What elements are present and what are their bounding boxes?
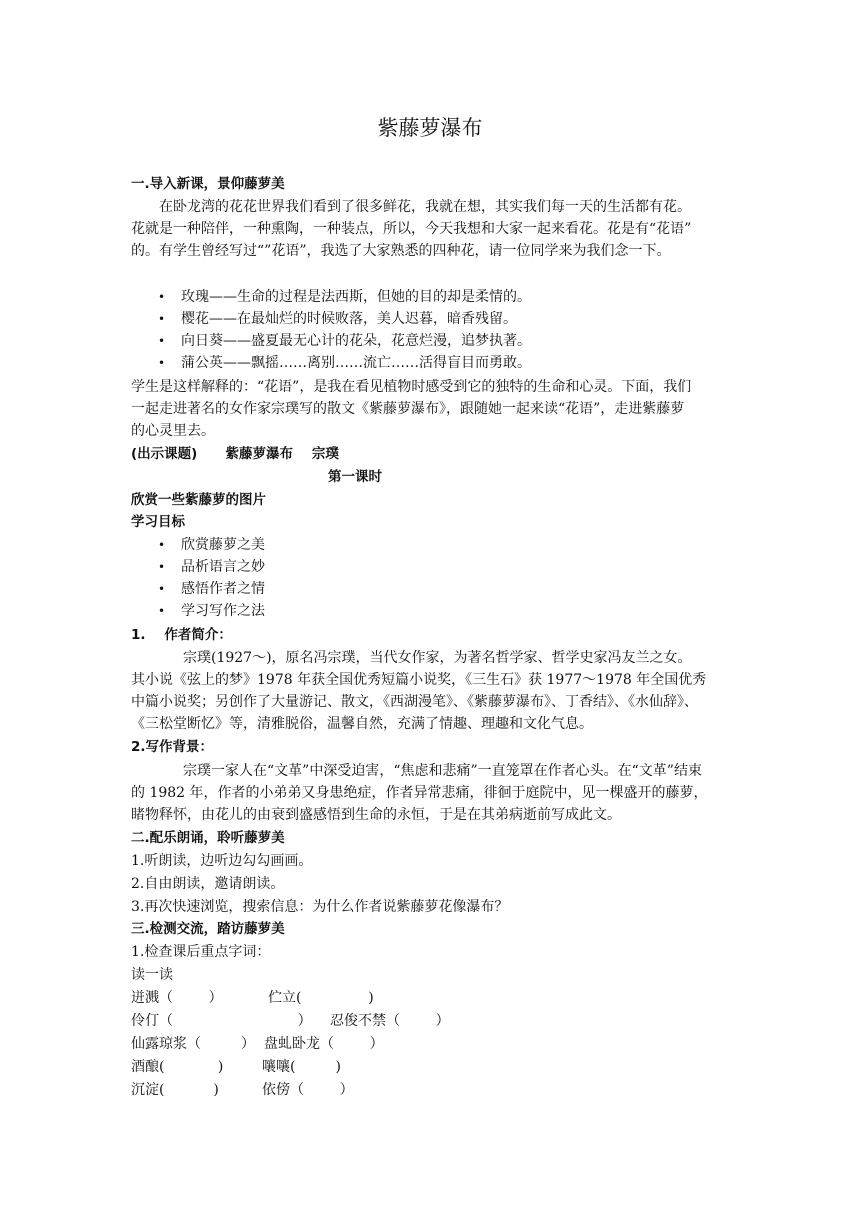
word-blank[interactable]: 盘虬卧龙（ ） bbox=[264, 1036, 384, 1052]
word-blank[interactable]: 嚷嚷( ) bbox=[262, 1059, 341, 1075]
author-para-line: 《三松堂断忆》等，清雅脱俗，温馨自然，充满了情趣、理趣和文化气息。 bbox=[131, 716, 593, 732]
bullet-icon: • bbox=[158, 560, 166, 574]
goal-item: 学习写作之法 bbox=[181, 603, 265, 619]
bullet-icon: • bbox=[158, 538, 166, 552]
bullet-icon: • bbox=[158, 312, 166, 326]
word-blank[interactable]: 沉淀( ) bbox=[131, 1082, 219, 1098]
section3-heading: 三.检测交流，踏访藤萝美 bbox=[131, 921, 285, 937]
intro-para-line: 在卧龙湾的花花世界我们看到了很多鲜花，我就在想，其实我们每一天的生活都有花。 bbox=[159, 199, 691, 215]
intro-para-line: 的。有学生曾经写过“”花语”，我选了大家熟悉的四种花，请一位同学来为我们念一下。 bbox=[131, 243, 671, 259]
section2-item: 1.听朗读，边听边勾勾画画。 bbox=[131, 853, 313, 869]
bullet-icon: • bbox=[158, 334, 166, 348]
word-blank[interactable]: 酒酿( ) bbox=[131, 1059, 224, 1075]
section1-heading: 一.导入新课，景仰藤萝美 bbox=[131, 176, 285, 192]
goals-heading: 学习目标 bbox=[131, 514, 185, 530]
word-blank[interactable]: 依傍（ ） bbox=[262, 1082, 354, 1098]
author-para-line: 中篇小说奖；另创作了大量游记、散文，《西湖漫笔》、《紫藤萝瀑布》、丁香结》、《水仙辞》、 bbox=[131, 694, 698, 710]
explain-para-line: 的心灵里去。 bbox=[131, 423, 215, 439]
section2-item: 2.自由朗读，邀请朗读。 bbox=[131, 876, 285, 892]
author-para-line: 宗璞(1927～)，原名冯宗璞，当代女作家，为著名哲学家、哲学史家冯友兰之女。 bbox=[183, 650, 692, 666]
intro-para-line: 花就是一种陪伴，一种熏陶，一种装点，所以，今天我想和大家一起来看花。花是有“花语” bbox=[131, 221, 692, 237]
background-para-line: 睹物释怀，由花儿的由衰到盛感悟到生命的永恒，于是在其弟病逝前写成此文。 bbox=[131, 807, 621, 823]
goal-item: 感悟作者之情 bbox=[181, 581, 265, 597]
flower-item: 玫瑰——生命的过程是法西斯，但她的目的却是柔情的。 bbox=[181, 289, 531, 305]
flower-item: 樱花——在最灿烂的时候败落，美人迟暮，暗香残留。 bbox=[181, 311, 517, 327]
section3-item: 1.检查课后重点字词： bbox=[131, 944, 271, 960]
pictures-heading: 欣赏一些紫藤萝的图片 bbox=[131, 492, 266, 508]
goal-item: 欣赏藤萝之美 bbox=[181, 537, 265, 553]
flower-item: 向日葵——盛夏最无心计的花朵，花意烂漫，追梦执著。 bbox=[181, 333, 531, 349]
session-label: 第一课时 bbox=[328, 469, 382, 485]
read-label: 读一读 bbox=[131, 967, 173, 983]
bullet-icon: • bbox=[158, 290, 166, 304]
section2-item: 3.再次快速浏览，搜索信息：为什么作者说紫藤萝花像瀑布？ bbox=[131, 899, 509, 915]
document-title: 紫藤萝瀑布 bbox=[377, 116, 483, 140]
word-blank[interactable]: 迸溅（ ） bbox=[131, 990, 223, 1006]
bullet-icon: • bbox=[158, 582, 166, 596]
section2-heading: 二.配乐朗诵，聆听藤萝美 bbox=[131, 830, 285, 846]
bullet-icon: • bbox=[158, 604, 166, 618]
author-para-line: 其小说《弦上的梦》1978 年获全国优秀短篇小说奖，《三生石》获 1977～1978 年全国优秀 bbox=[131, 672, 707, 688]
show-title: (出示课题) 紫藤萝瀑布 宗璞 bbox=[131, 446, 339, 462]
word-blank[interactable]: 仙露琼浆（ ） bbox=[131, 1036, 256, 1052]
word-blank[interactable]: 伶仃（ ） bbox=[131, 1013, 312, 1029]
explain-para-line: 学生是这样解释的：“花语”，是我在看见植物时感受到它的独特的生命和心灵。下面，我们 bbox=[131, 379, 692, 395]
goal-item: 品析语言之妙 bbox=[181, 559, 265, 575]
author-heading: 1. 作者简介： bbox=[131, 627, 232, 643]
background-heading: 2.写作背景： bbox=[131, 739, 214, 755]
flower-item: 蒲公英——飘摇……离别……流亡……活得盲目而勇敢。 bbox=[181, 355, 531, 371]
word-blank[interactable]: 忍俊不禁（ ） bbox=[330, 1013, 450, 1029]
explain-para-line: 一起走进著名的女作家宗璞写的散文《紫藤萝瀑布》，跟随她一起来读“花语”，走进紫藤萝 bbox=[131, 401, 685, 417]
word-blank[interactable]: 伫立( ) bbox=[268, 990, 374, 1006]
background-para-line: 的 1982 年，作者的小弟弟又身患绝症，作者异常悲痛，徘徊于庭院中，见一棵盛开的藤萝， bbox=[131, 785, 708, 801]
bullet-icon: • bbox=[158, 356, 166, 370]
background-para-line: 宗璞一家人在“文革”中深受迫害，“焦虑和悲痛”一直笼罩在作者心头。在“文革”结束 bbox=[183, 763, 702, 779]
